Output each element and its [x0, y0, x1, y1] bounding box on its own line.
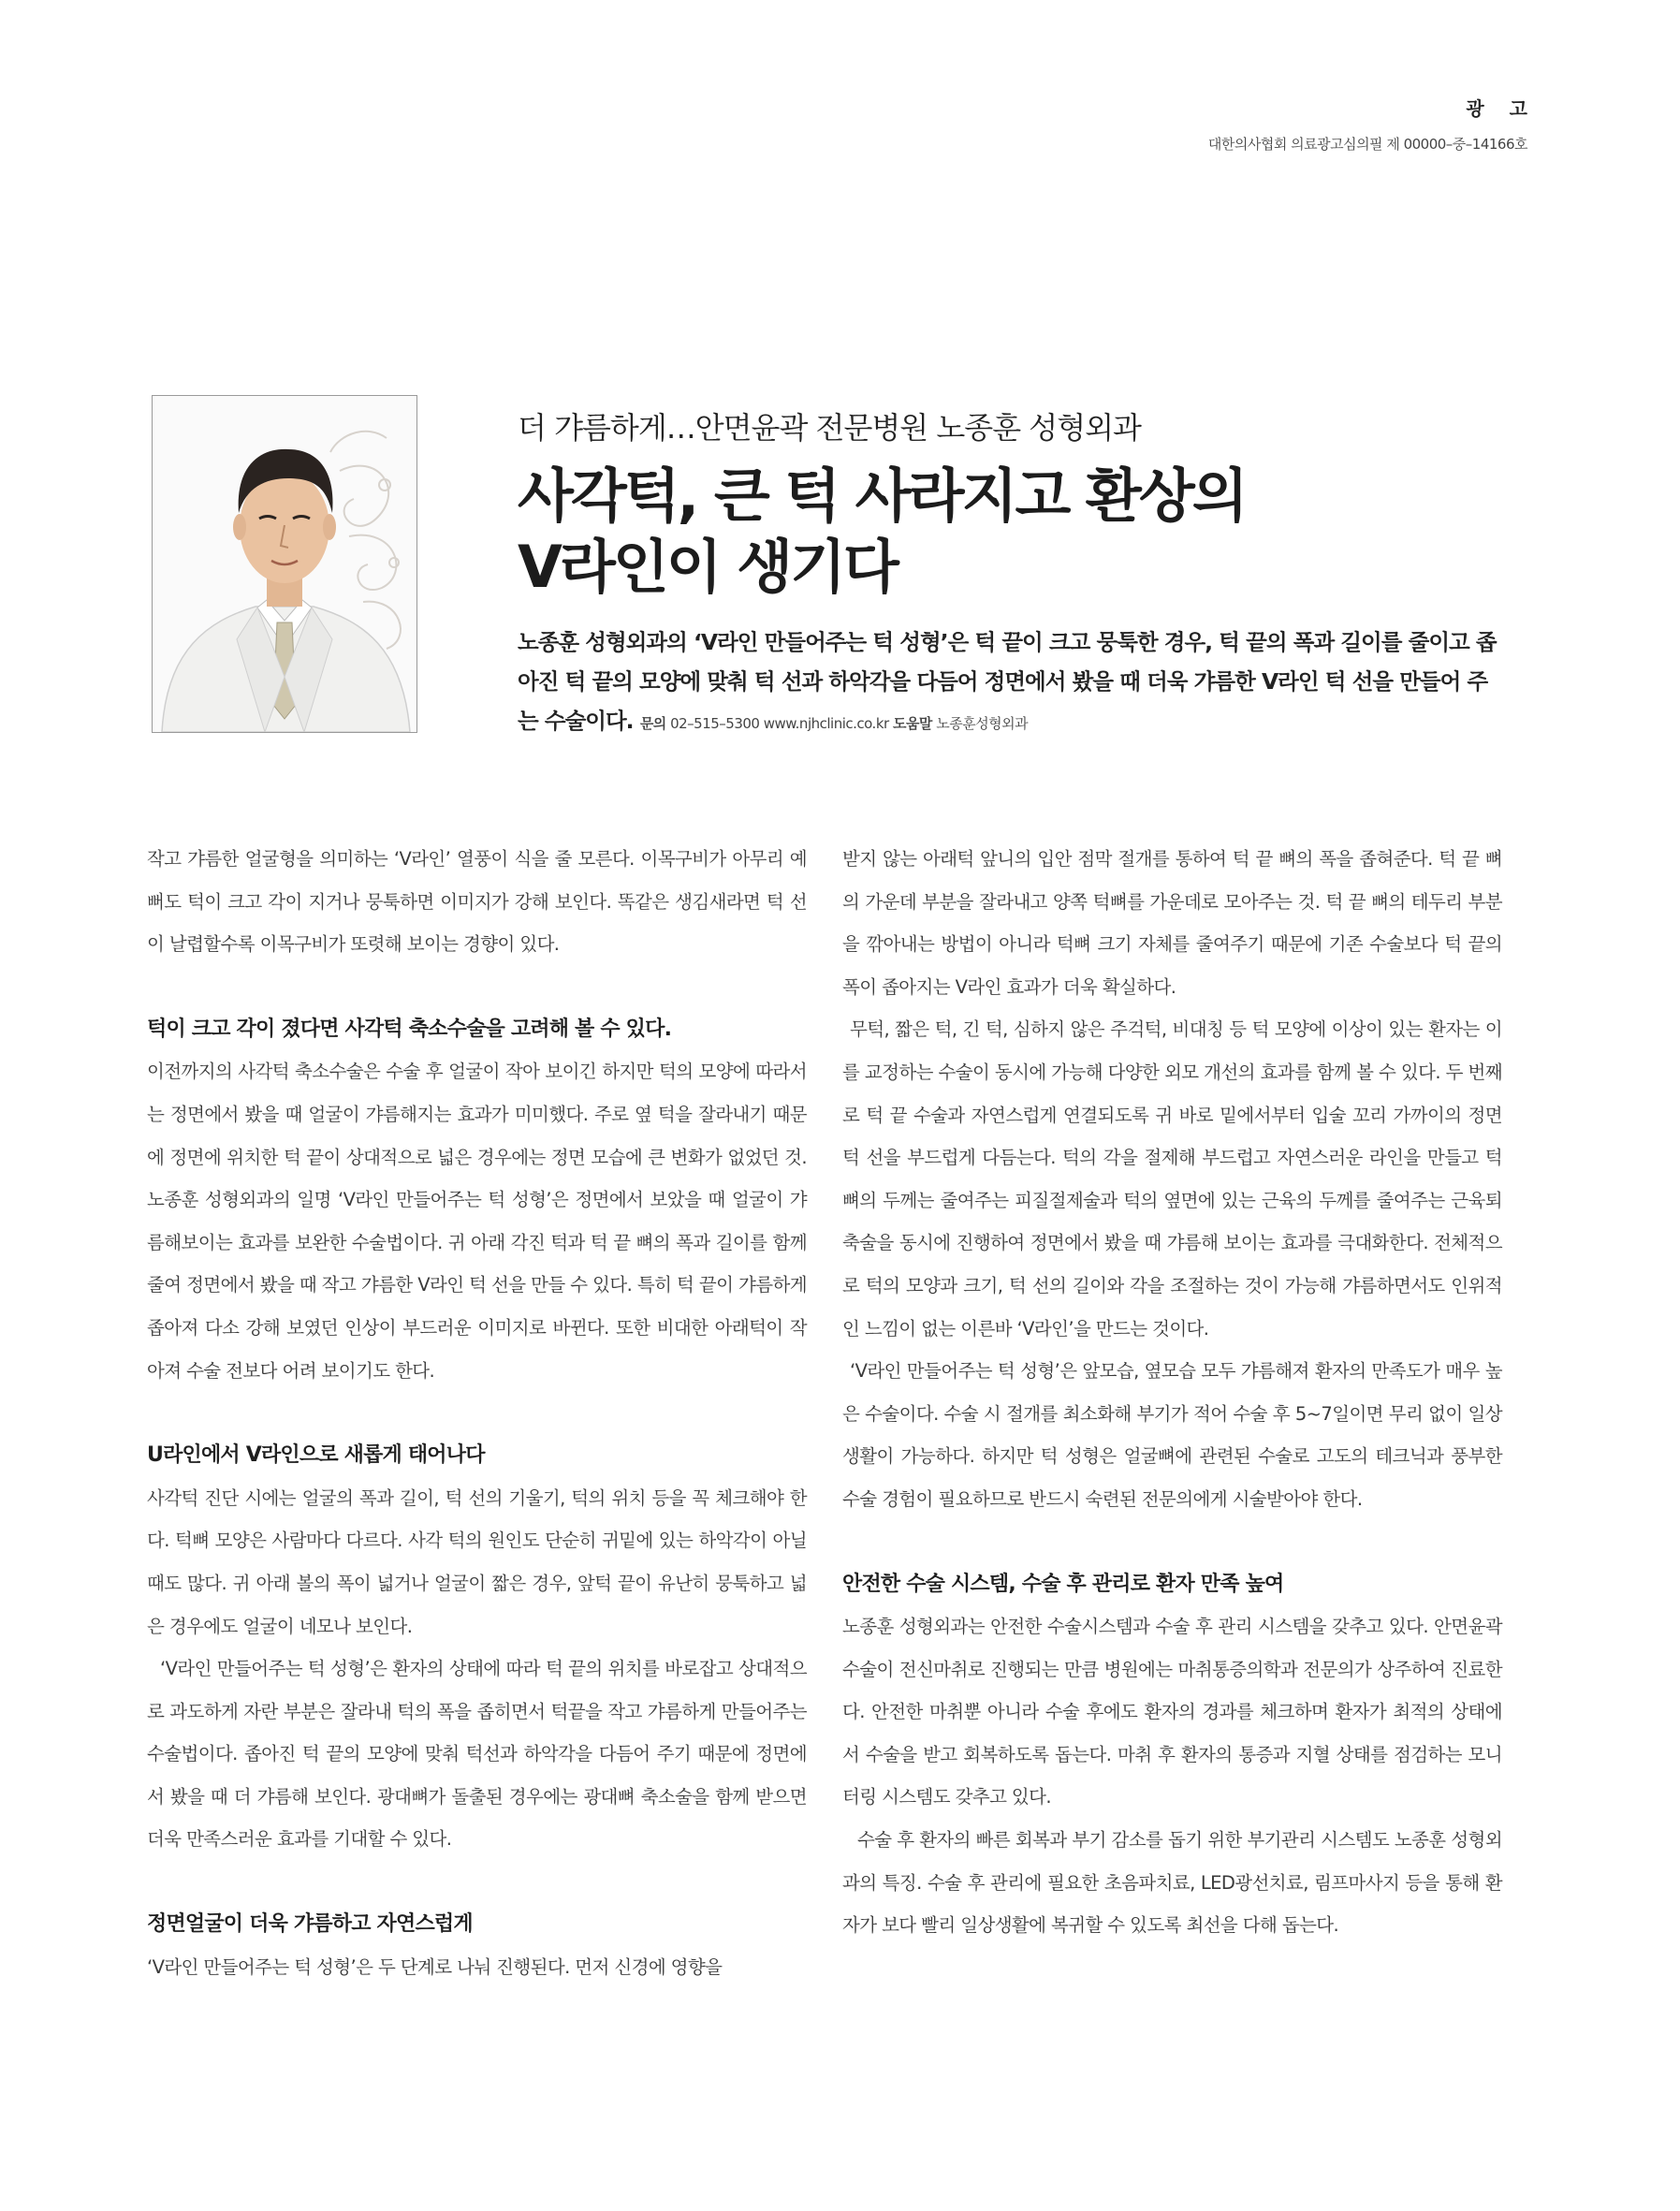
title-line-1: 사각턱, 큰 턱 사라지고 환상의 [518, 461, 1246, 530]
help-details: 노종훈성형외과 [936, 715, 1029, 732]
title-line-2: V라인이 생기다 [518, 533, 897, 601]
body-paragraph: 수술 후 환자의 빠른 회복과 부기 감소를 돕기 위한 부기관리 시스템도 노종훈 성형외과의 특징. 수술 후 관리에 필요한 초음파치료, LED광선치료, 림프마사지 등을 통해 환자가 보다 빨리 일상생활에 복귀할 수 있도록 최선을 다해 돕는다. [842, 1829, 1502, 1937]
article-lede [518, 622, 1500, 743]
left-column [147, 838, 807, 1988]
section-heading: U라인에서 V라인으로 새롭게 태어나다 [147, 1443, 485, 1468]
doctor-photo [152, 395, 417, 733]
body-paragraph: 노종훈 성형외과는 안전한 수술시스템과 수술 후 관리 시스템을 갖추고 있다. 안면윤곽 수술이 전신마취로 진행되는 만큼 병원에는 마취통증의학과 전문의가 상주하여 진료한다. 안전한 마취뿐 아니라 수술 후에도 환자의 경과를 체크하며 환자가 최적의 상태에서 수술을 받고 회복하도록 돕는다. 마취 후 환자의 통증과 지혈 상태를 점검하는 모니터링 시스템도 갖추고 있다. [842, 1616, 1502, 1808]
body-paragraph: ‘V라인 만들어주는 턱 성형’은 두 단계로 나눠 진행된다. 먼저 신경에 영향을 [147, 1955, 723, 1978]
body-paragraph: ‘V라인 만들어주는 턱 성형’은 앞모습, 옆모습 모두 갸름해져 환자의 만족도가 매우 높은 수술이다. 수술 시 절개를 최소화해 부기가 적어 수술 후 5~7일이면 무리 없이 일상생활이 가능하다. 하지만 턱 성형은 얼굴뼈에 관련된 수술로 고도의 테크닉과 풍부한 수술 경험이 필요하므로 반드시 숙련된 전문의에게 시술받아야 한다. [842, 1360, 1502, 1510]
body-paragraph: 사각턱 진단 시에는 얼굴의 폭과 길이, 턱 선의 기울기, 턱의 위치 등을 꼭 체크해야 한다. 턱뼈 모양은 사람마다 다르다. 사각 턱의 원인도 단순히 귀밑에 있는 하악각이 아닐 때도 많다. 귀 아래 볼의 폭이 넓거나 얼굴이 짧은 경우, 앞턱 끝이 유난히 뭉툭하고 넓은 경우에도 얼굴이 네모나 보인다. [147, 1486, 807, 1637]
contact-info [640, 715, 1028, 732]
help-label: 도움말 [892, 715, 932, 732]
body-paragraph: 이전까지의 사각턱 축소수술은 수술 후 얼굴이 작아 보이긴 하지만 턱의 모양에 따라서는 정면에서 봤을 때 얼굴이 갸름해지는 효과가 미미했다. 주로 옆 턱을 잘라내기 때문에 정면에 위치한 턱 끝이 상대적으로 넓은 경우에는 정면 모습에 큰 변화가 없었던 것. 노종훈 성형외과의 일명 ‘V라인 만들어주는 턱 성형’은 정면에서 보았을 때 얼굴이 갸름해보이는 효과를 보완한 수술법이다. 귀 아래 각진 턱과 턱 끝 뼈의 폭과 길이를 함께 줄여 정면에서 봤을 때 작고 갸름한 V라인 턱 선을 만들 수 있다. 특히 턱 끝이 갸름하게 좁아져 다소 강해 보였던 인상이 부드러운 이미지로 바뀐다. 또한 비대한 아래턱이 작아져 수술 전보다 어려 보이기도 한다. [147, 1061, 807, 1382]
section-heading: 안전한 수술 시스템, 수술 후 관리로 환자 만족 높여 [842, 1572, 1284, 1596]
article-subtitle: 더 갸름하게…안면윤곽 전문병원 노종훈 성형외과 [518, 410, 1141, 446]
section-heading: 정면얼굴이 더욱 갸름하고 자연스럽게 [147, 1912, 473, 1937]
intro-paragraph: 작고 갸름한 얼굴형을 의미하는 ‘V라인’ 열풍이 식을 줄 모른다. 이목구비가 아무리 예뻐도 턱이 크고 각이 지거나 뭉툭하면 이미지가 강해 보인다. 똑같은 생김새라면 턱 선이 날렵할수록 이목구비가 또렷해 보이는 경향이 있다. [147, 848, 807, 956]
ad-header [1207, 94, 1537, 154]
right-column [842, 838, 1502, 1947]
headline-block [518, 404, 1547, 603]
ad-certification: 대한의사협회 의료광고심의필 제 00000–중–14166호 [1207, 136, 1527, 153]
body-paragraph: ‘V라인 만들어주는 턱 성형’은 환자의 상태에 따라 턱 끝의 위치를 바로잡고 상대적으로 과도하게 자란 부분은 잘라내 턱의 폭을 좁히면서 턱끝을 작고 갸름하게 만들어주는 수술법이다. 좁아진 턱 끝의 모양에 맞춰 턱선과 하악각을 다듬어 주기 때문에 정면에서 봤을 때 더 갸름해 보인다. 광대뼈가 돌출된 경우에는 광대뼈 축소술을 함께 받으면 더욱 만족스러운 효과를 기대할 수 있다. [147, 1658, 807, 1851]
section-heading: 턱이 크고 각이 졌다면 사각턱 축소수술을 고려해 볼 수 있다. [147, 1017, 672, 1041]
contact-label: 문의 [639, 715, 666, 732]
body-paragraph: 무턱, 짧은 턱, 긴 턱, 심하지 않은 주걱턱, 비대칭 등 턱 모양에 이상이 있는 환자는 이를 교정하는 수술이 동시에 가능해 다양한 외모 개선의 효과를 함께 볼 수 있다. 두 번째로 턱 끝 수술과 자연스럽게 연결되도록 귀 바로 밑에서부터 입술 꼬리 가까이의 정면 턱 선을 부드럽게 다듬는다. 턱의 각을 절제해 부드럽고 자연스러운 라인을 만들고 턱뼈의 두께는 줄여주는 피질절제술과 턱의 옆면에 있는 근육의 두께를 줄여주는 근육퇴축술을 동시에 진행하여 정면에서 봤을 때 갸름해 보이는 효과를 극대화한다. 전체적으로 턱의 모양과 크기, 턱 선의 길이와 각을 조절하는 것이 가능해 갸름하면서도 인위적인 느낌이 없는 이른바 ‘V라인’을 만드는 것이다. [842, 1018, 1502, 1340]
contact-details: 02–515–5300 www.njhclinic.co.kr [670, 715, 889, 732]
body-paragraph: 받지 않는 아래턱 앞니의 입안 점막 절개를 통하여 턱 끝 뼈의 폭을 좁혀준다. 턱 끝 뼈의 가운데 부분을 잘라내고 양쪽 턱뼈를 가운데로 모아주는 것. 턱 끝 뼈의 테두리 부분을 깎아내는 방법이 아니라 턱뼈 크기 자체를 줄여주기 때문에 기존 수술보다 턱 끝의 폭이 좁아지는 V라인 효과가 더욱 확실하다. [842, 848, 1502, 998]
lede-text: 노종훈 성형외과의 ‘V라인 만들어주는 턱 성형’은 턱 끝이 크고 뭉툭한 경우, 턱 끝의 폭과 길이를 줄이고 좁아진 턱 끝의 모양에 맞춰 턱 선과 하악각을 다듬어 정면에서 봤을 때 더욱 갸름한 V라인 턱 선을 만들어 주는 수술이다. [518, 629, 1497, 734]
article-title [518, 461, 1547, 603]
ad-label: 광 고 [1466, 97, 1537, 120]
